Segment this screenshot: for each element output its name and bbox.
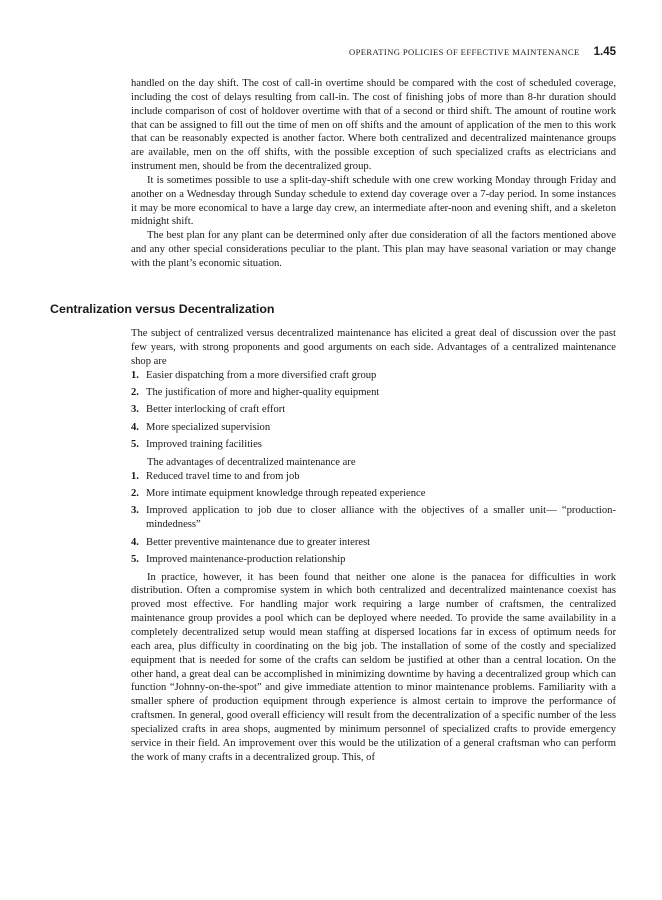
page-number: 1.45 [593,46,616,58]
decentralized-intro-paragraph: The advantages of decentralized maintenance are [147,456,356,468]
intro-text-block [131,77,616,271]
list-item-text: Reduced travel time to and from job [146,470,300,482]
list-item-number: 3. [131,404,139,416]
list-item [131,403,616,417]
section-text-block [131,327,616,764]
decentralized-advantages-list [131,470,616,567]
list-item [131,504,616,532]
list-item-number: 5. [131,554,139,566]
list-item-number: 2. [131,488,139,499]
list-item-text: Improved application to job due to closer alliance with the objectives of a smaller unit— “production-mindedness” [146,505,616,531]
list-item [131,369,616,383]
list-item-number: 3. [131,505,139,517]
list-item [131,386,616,400]
running-header [330,46,616,58]
running-title: OPERATING POLICIES OF EFFECTIVE MAINTENANCE [348,47,580,57]
list-item-text: Better interlocking of craft effort [146,404,286,416]
list-item [131,536,616,550]
intro-paragraph-3: The best plan for any plant can be determined only after due consideration of all the factors mentioned above and any other special considerations peculiar to the plant. This plan may have seasonal variation or may change with the plant’s economic situation. [131,230,616,269]
list-item-number: 2. [131,386,139,398]
section-heading: Centralization versus Decentralization [50,302,275,316]
list-item [131,421,616,435]
list-item-text: Easier dispatching from a more diversified craft group [146,369,377,381]
list-item-text: Improved training facilities [146,439,262,451]
list-item [131,553,616,567]
intro-paragraph-2: It is sometimes possible to use a split-day-shift schedule with one crew working Monday through Friday and another on a Wednesday through Sunday schedule to extend day coverage over a 7-day period. In some instances it may be more economical to have a large day crew, an intermediate after-noon and evening shift, and a skeleton midnight shift. [131,174,616,228]
list-item-number: 1. [131,470,139,482]
list-item-text: Improved maintenance-production relationship [146,554,346,566]
list-item [131,470,616,484]
list-item-number: 1. [131,369,139,381]
list-item-number: 4. [131,536,139,548]
list-item-number: 4. [131,421,139,433]
list-item-number: 5. [131,439,139,451]
section-intro-paragraph: The subject of centralized versus decentralized maintenance has elicited a great deal of discussion over the past few years, with strong proponents and good arguments on each side. Advantages of a centralized maintenance shop are [131,328,616,367]
practice-paragraph: In practice, however, it has been found that neither one alone is the panacea for difficulties in work distribution. Often a compromise system in which both centralized and decentralized maintenance coexist has proved most effective. For handling major work requiring a large number of craftsmen, the centralized maintenance group provides a pool which can be deployed where needed. To provide the same availability in a completely decentralized setup would mean staffing at dispersed locations far in excess of optimum needs for each area, plus difficulty in coordinating on the big job. The installation of some of the costly and specialized equipment that is needed for some of the crafts can seldom be justified at other than a central location. On the other hand, a great deal can be accomplished in minimizing downtime by having a decentralized group which can function “Johnny-on-the-spot” and give immediate attention to minor maintenance problems. Familiarity with a smaller sphere of production equipment through experience is almost certain to improve the performance of craftsmen. In general, good overall efficiency will result from the decentralization of a specific number of the less specialized crafts in area shops, augmented by minimum personnel of specialized crafts to provide emergency service in their field. An improvement over this would be the utilization of a general craftsman who can perform the work of many crafts in a decentralized group. This, of [131,571,616,763]
list-item-text: More specialized supervision [146,421,271,433]
list-item [131,438,616,452]
list-item-text: Better preventive maintenance due to greater interest [146,536,371,548]
centralized-advantages-list [131,369,616,453]
list-item [131,487,616,501]
intro-paragraph-1: handled on the day shift. The cost of call-in overtime should be compared with the cost of scheduled coverage, including the cost of delays resulting from call-in. The cost of finishing jobs of more than 8-hr duration should include comparison of cost of holdover overtime with that of a second or third shift. The amount of routine work that can be assigned to fill out the time of men on off shifts and the amount of application of the men to this work that can be reasonably expected is another factor. Where both centralized and decentralized maintenance groups are available, men on the off shifts, with the possible exception of such specialized crafts as electricians and instrument men, should be from the decentralized group. [131,78,616,173]
list-item-text: More intimate equipment knowledge through repeated experience [146,488,426,499]
list-item-text: The justification of more and higher-quality equipment [146,386,380,398]
